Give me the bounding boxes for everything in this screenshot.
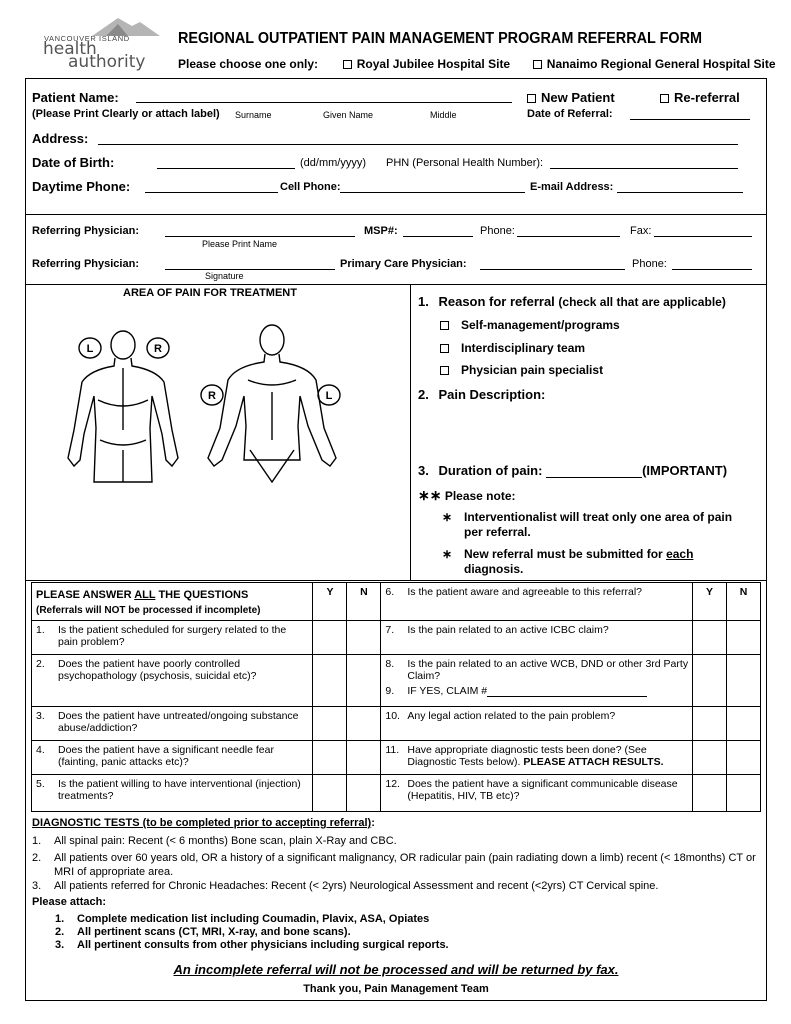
question-5-num: 5. [36, 778, 45, 790]
primary-phone-field[interactable] [672, 256, 752, 270]
daytime-phone-field[interactable] [145, 179, 278, 193]
pain-description [418, 387, 545, 402]
question-12-no[interactable] [727, 775, 761, 812]
body-diagram[interactable] [60, 300, 360, 485]
incomplete-warning: An incomplete referral will not be processed and will be returned by fax. [173, 962, 619, 977]
msp-field[interactable] [403, 223, 473, 237]
dob-label: Date of Birth: [32, 155, 115, 170]
new-patient-label: New Patient [541, 90, 615, 105]
question-9-num: 9. [385, 685, 395, 697]
logo-line2: health [43, 39, 97, 59]
self-management-checkbox[interactable] [440, 321, 449, 330]
email-label: E-mail Address: [530, 181, 614, 193]
new-patient-option [527, 90, 615, 105]
question-2-text: Does the patient have poorly controlled psychopathology (psychosis, suicidal etc)? [58, 658, 257, 682]
questions-table [31, 582, 761, 812]
interdisciplinary-label: Interdisciplinary team [461, 341, 586, 355]
diagnostic-item-1 [32, 835, 757, 847]
attach-item-2-text: All pertinent scans (CT, MRI, X-ray, and bone scans). [77, 926, 351, 938]
patient-name-label: Patient Name: [32, 90, 119, 105]
front-right-marker: R [208, 390, 216, 402]
question-8-num: 8. [385, 658, 395, 670]
question-4-num: 4. [36, 744, 45, 756]
n-header-right: N [727, 583, 761, 621]
fax-field[interactable] [654, 223, 752, 237]
dob-format: (dd/mm/yyyy) [300, 157, 366, 169]
note-2-text: New referral must be submitted for [464, 547, 663, 561]
option-physician-specialist [440, 363, 603, 377]
phn-label: PHN (Personal Health Number): [386, 157, 544, 169]
note-bullet-2: ∗ [442, 547, 453, 561]
duration-num: 3. [418, 463, 429, 478]
question-1-no[interactable] [347, 621, 381, 655]
front-left-marker: L [325, 390, 333, 402]
daytime-phone-label: Daytime Phone: [32, 179, 131, 194]
date-referral-label: Date of Referral: [527, 108, 613, 120]
diagnostic-item-1-num: 1. [32, 835, 42, 847]
referring-physician-label-2: Referring Physician: [32, 258, 139, 270]
site-choice-row [178, 57, 776, 71]
referring-physician-signature-field[interactable] [165, 256, 335, 270]
rereferral-checkbox[interactable] [660, 94, 669, 103]
question-7-text: Is the pain related to an active ICBC claim? [407, 624, 609, 636]
cell-phone-label: Cell Phone: [280, 181, 341, 193]
question-1-cell [32, 621, 313, 655]
question-11-text: Have appropriate diagnostic tests been done? (See Diagnostic Tests below). [407, 744, 647, 768]
attach-item-3-text: All pertinent consults from other physicians including surgical reports. [77, 939, 449, 951]
question-11-bold: PLEASE ATTACH RESULTS. [523, 756, 664, 768]
divider-physician [25, 284, 767, 285]
question-4-no[interactable] [347, 741, 381, 775]
question-1-text: Is the patient scheduled for surgery related to the pain problem? [58, 624, 287, 648]
note-asterisks: ∗∗ [418, 487, 442, 503]
cell-phone-field[interactable] [340, 179, 525, 193]
note-2-each: each [666, 547, 694, 561]
question-4-text: Does the patient have a significant needle fear (fainting, panic attacks etc)? [58, 744, 274, 768]
question-11-no[interactable] [727, 741, 761, 775]
patient-name-field[interactable] [136, 88, 512, 103]
question-5-no[interactable] [347, 775, 381, 812]
diagnostic-title [32, 817, 375, 829]
choose-label: Please choose one only: [178, 57, 319, 71]
logo-line1: VANCOUVER ISLAND [44, 34, 130, 43]
question-6-text: Is the patient aware and agreeable to this referral? [407, 586, 643, 598]
divider-patient [25, 214, 767, 215]
table-row [32, 655, 761, 707]
question-7-cell [381, 621, 693, 655]
phn-field[interactable] [550, 155, 738, 169]
question-2-cell [32, 655, 313, 707]
question-2-yes[interactable] [313, 655, 347, 707]
note-1-line-1: Interventionalist will treat only one area of pain [464, 510, 733, 524]
middle-caption: Middle [430, 110, 457, 120]
address-label: Address: [32, 131, 89, 146]
header-all: ALL [134, 589, 156, 601]
question-11-yes[interactable] [693, 741, 727, 775]
diagnostic-item-3 [32, 880, 757, 892]
table-row [32, 621, 761, 655]
note-2-line-1 [464, 547, 693, 561]
table-row [32, 707, 761, 741]
note-label: Please note: [444, 489, 516, 503]
rereferral-option [660, 90, 740, 105]
question-8-cell [381, 655, 693, 707]
question-5-cell [32, 775, 313, 812]
questions-header-cell [32, 583, 313, 621]
question-1-yes[interactable] [313, 621, 347, 655]
question-3-no[interactable] [347, 707, 381, 741]
attach-item-1 [55, 913, 429, 925]
rereferral-label: Re-referral [674, 90, 740, 105]
question-2-no[interactable] [347, 655, 381, 707]
diagnostic-item-2-num: 2. [32, 852, 42, 864]
option-interdisciplinary [440, 341, 585, 355]
attach-item-2 [55, 926, 351, 938]
site2-checkbox[interactable] [533, 60, 542, 69]
question-3-yes[interactable] [313, 707, 347, 741]
physician-phone-field[interactable] [517, 223, 620, 237]
attach-item-2-num: 2. [55, 926, 65, 938]
physician-specialist-label: Physician pain specialist [461, 363, 604, 377]
pain-description-area[interactable] [440, 405, 760, 455]
question-11-cell [381, 741, 693, 775]
question-12-cell [381, 775, 693, 812]
question-12-text: Does the patient have a significant communicable disease (Hepatitis, HIV, TB etc)? [407, 778, 678, 802]
form-title: REGIONAL OUTPATIENT PAIN MANAGEMENT PROGRAM REFERRAL FORM [178, 30, 703, 47]
diagnostic-item-3-text: All patients referred for Chronic Headaches: Recent (< 2yrs) Neurological Assessment and recent (<2yrs) CT Cervical spine. [54, 880, 659, 892]
question-6-cell [381, 583, 693, 621]
note-2-line-2: diagnosis. [464, 562, 524, 576]
question-4-yes[interactable] [313, 741, 347, 775]
divider-pain [25, 580, 767, 581]
n-header: N [347, 583, 381, 621]
note-1-line-2: per referral. [464, 525, 531, 539]
address-field[interactable] [98, 130, 738, 145]
question-10-yes[interactable] [693, 707, 727, 741]
note-bullet-1: ∗ [442, 510, 453, 524]
body-front-view[interactable] [208, 325, 336, 482]
question-3-cell [32, 707, 313, 741]
claim-number-field[interactable] [487, 685, 647, 697]
date-referral-field[interactable] [630, 106, 750, 120]
question-10-text: Any legal action related to the pain problem? [407, 710, 616, 722]
question-5-text: Is the patient willing to have interventional (injection) treatments? [58, 778, 301, 802]
diagnostic-item-2-text: All patients over 60 years old, OR a history of a significant malignancy, OR radicular pain (pain radiating down a limb) recent (< 18months) CT or MRI of appropriate area. [54, 852, 756, 878]
referring-physician-label-1: Referring Physician: [32, 225, 139, 237]
question-8-yes[interactable] [693, 655, 727, 707]
thank-you-note: Thank you, Pain Management Team [303, 983, 489, 995]
area-of-pain-title: AREA OF PAIN FOR TREATMENT [123, 287, 297, 299]
y-header-right: Y [693, 583, 727, 621]
question-10-num: 10. [385, 710, 400, 722]
y-header: Y [313, 583, 347, 621]
email-field[interactable] [617, 179, 743, 193]
question-8-text: Is the pain related to an active WCB, DND or other 3rd Party Claim? [407, 658, 689, 682]
diagnostic-colon: : [371, 817, 375, 829]
signature-caption: Signature [205, 271, 244, 281]
question-5-yes[interactable] [313, 775, 347, 812]
header-note: (Referrals will NOT be processed if incomplete) [36, 605, 261, 616]
pain-description-label: Pain Description: [438, 387, 546, 402]
question-11-num: 11. [385, 744, 400, 756]
please-attach-label: Please attach: [32, 896, 106, 908]
question-8-no[interactable] [727, 655, 761, 707]
referring-physician-name-field[interactable] [165, 223, 355, 237]
back-right-marker: R [154, 343, 162, 355]
pain-description-num: 2. [418, 387, 429, 402]
header-text-2: THE QUESTIONS [158, 589, 249, 601]
question-7-num: 7. [385, 624, 395, 636]
header-text-1: PLEASE ANSWER [36, 589, 132, 601]
print-clearly-note: (Please Print Clearly or attach label) [32, 108, 220, 120]
table-row [32, 741, 761, 775]
diagnostic-item-1-text: All spinal pain: Recent (< 6 months) Bone scan, plain X-Ray and CBC. [54, 835, 397, 847]
fax-label: Fax: [630, 225, 652, 237]
primary-care-label: Primary Care Physician: [340, 258, 467, 270]
question-10-cell [381, 707, 693, 741]
duration-note: (IMPORTANT) [642, 463, 728, 478]
surname-caption: Surname [235, 110, 272, 120]
question-3-text: Does the patient have untreated/ongoing substance abuse/addiction? [58, 710, 299, 734]
attach-item-3 [55, 939, 449, 951]
interdisciplinary-checkbox[interactable] [440, 344, 449, 353]
question-6-num: 6. [385, 586, 395, 598]
physician-specialist-checkbox[interactable] [440, 366, 449, 375]
logo-line3: authority [68, 52, 146, 72]
logo [40, 14, 165, 72]
reason-num: 1. [418, 294, 429, 309]
site1-label: Royal Jubilee Hospital Site [356, 57, 511, 71]
question-1-num: 1. [36, 624, 45, 636]
self-management-label: Self-management/programs [461, 318, 620, 332]
option-self-management [440, 318, 620, 332]
question-12-num: 12. [385, 778, 400, 790]
primary-phone-label: Phone: [632, 258, 667, 270]
question-7-yes[interactable] [693, 621, 727, 655]
question-3-num: 3. [36, 710, 45, 722]
please-note [418, 487, 516, 504]
site1-checkbox[interactable] [343, 60, 352, 69]
reason-for-referral [418, 294, 726, 309]
duration-label: Duration of pain: [438, 463, 543, 478]
physician-phone-label: Phone: [480, 225, 515, 237]
divider-pain-vertical [410, 284, 411, 580]
new-patient-checkbox[interactable] [527, 94, 536, 103]
msp-label: MSP#: [364, 225, 398, 237]
primary-care-field[interactable] [480, 256, 625, 270]
question-10-no[interactable] [727, 707, 761, 741]
print-name-caption: Please Print Name [202, 239, 278, 249]
attach-item-3-num: 3. [55, 939, 65, 951]
diagnostic-title-text: DIAGNOSTIC TESTS (to be completed prior to accepting referral) [32, 817, 372, 829]
question-12-yes[interactable] [693, 775, 727, 812]
dob-field[interactable] [157, 155, 295, 169]
given-name-caption: Given Name [323, 110, 374, 120]
attach-item-1-num: 1. [55, 913, 65, 925]
attach-item-1-text: Complete medication list including Coumadin, Plavix, ASA, Opiates [77, 913, 430, 925]
duration-field[interactable] [546, 464, 642, 478]
reason-label: Reason for referral [438, 294, 555, 309]
duration-of-pain [418, 463, 727, 478]
question-7-no[interactable] [727, 621, 761, 655]
diagnostic-item-2 [32, 851, 757, 879]
question-4-cell [32, 741, 313, 775]
question-9-text: IF YES, CLAIM # [407, 685, 488, 697]
question-2-num: 2. [36, 658, 45, 670]
back-left-marker: L [86, 343, 94, 355]
site2-label: Nanaimo Regional General Hospital Site [546, 57, 776, 71]
table-row [32, 775, 761, 812]
diagnostic-item-3-num: 3. [32, 880, 42, 892]
reason-note: (check all that are applicable) [558, 295, 726, 309]
table-row [32, 583, 761, 621]
